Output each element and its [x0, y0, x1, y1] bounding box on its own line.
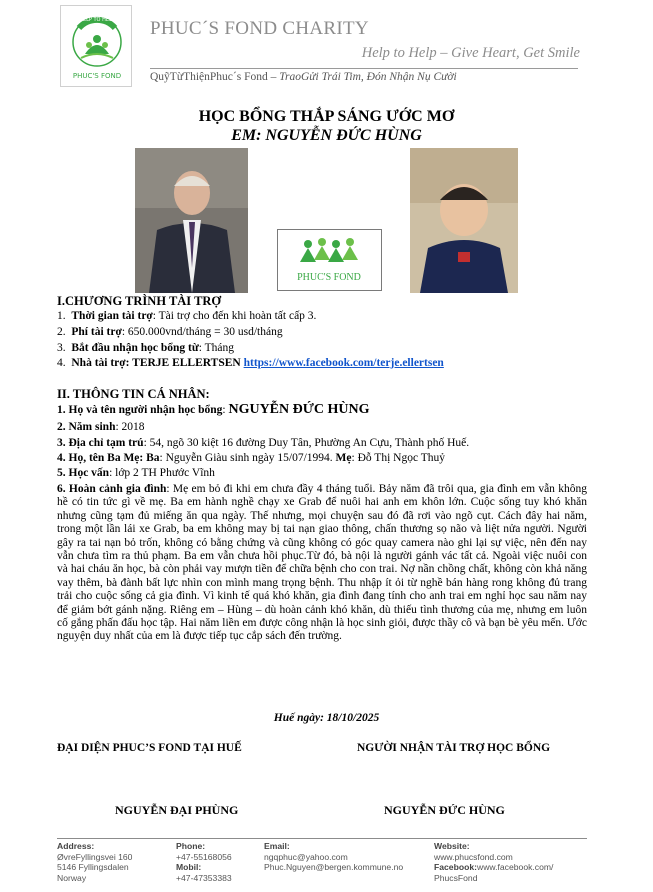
footer-facebook-value[interactable]: www.facebook.com/ [476, 862, 554, 872]
footer-address-line: 5146 Fyllingsdalen [57, 862, 129, 872]
birth-year-row [57, 421, 145, 434]
footer-divider [57, 838, 587, 839]
footer-email-line[interactable]: ngqphuc@yahoo.com [264, 851, 348, 862]
mother-value: : Đỗ Thị Ngọc Thuỷ [351, 452, 445, 464]
section1-item-2 [57, 326, 283, 339]
birth-year-value: : 2018 [115, 421, 145, 433]
footer-address-line: ØvreFyllingsvei 160 [57, 851, 133, 862]
father-value: : Nguyễn Giàu sinh ngày 15/07/1994. [159, 452, 336, 464]
father-label: Ba [143, 452, 160, 464]
document-subtitle: EM: NGUYỄN ĐỨC HÙNG [231, 127, 422, 144]
footer-mobil-label: Mobil: [176, 862, 202, 872]
school-label: 5. Học vấn [57, 467, 110, 479]
footer-website-label: Website: [434, 841, 470, 851]
document-title: HỌC BỔNG THẮP SÁNG ƯỚC MƠ [198, 108, 455, 125]
section1-item-3 [57, 342, 234, 355]
footer-address-line: Norway [57, 872, 87, 883]
org-slogan: Help to Help – Give Heart, Get Smile [361, 45, 580, 61]
representative-name: NGUYỄN ĐẠI PHÙNG [115, 803, 239, 817]
logo-arc-text: HELP TO HELP [79, 17, 115, 23]
story-label: 6. Hoàn cảnh gia đình [57, 483, 167, 495]
parents-label: 4. Họ, tên Ba Mẹ: [57, 452, 144, 464]
sponsor-facebook-link[interactable]: https://www.facebook.com/terje.ellertsen [243, 357, 444, 369]
recipient-role: NGƯỜI NHẬN TÀI TRỢ HỌC BỔNG [357, 742, 551, 754]
center-logo-caption: PHUC'S FOND [297, 272, 361, 283]
birth-year-label: 2. Năm sinh [57, 421, 116, 433]
footer-phone [176, 841, 232, 883]
footer-mobil-value: +47-47353383 [176, 872, 232, 883]
charity-logo-icon [61, 6, 133, 88]
org-subline-motto: TraoGửi Trái Tim, Đón Nhận Nụ Cười [279, 71, 457, 83]
recipient-name: NGUYỄN ĐỨC HÙNG [228, 402, 370, 417]
address-label: 3. Địa chỉ tạm trú [57, 437, 144, 449]
footer-facebook-label: Facebook: [434, 862, 477, 872]
item-value: : Tài trợ cho đến khi hoàn tất cấp 3. [152, 310, 317, 322]
child-portrait-image [410, 148, 518, 293]
footer-website [434, 841, 553, 883]
section1-item-4 [57, 357, 444, 370]
recipient-label: 1. Họ và tên người nhận học bổng [57, 404, 223, 416]
footer-facebook-value-2[interactable]: PhucsFond [434, 872, 478, 883]
mother-label: Mẹ [335, 452, 352, 464]
section1-item-1 [57, 310, 316, 323]
sponsor-label: Nhà tài trợ: [71, 357, 130, 369]
parents-row [57, 452, 445, 465]
item-number: 4. [57, 357, 66, 369]
header-logo [60, 5, 132, 87]
footer-phone-value: +47-55168056 [176, 851, 232, 862]
item-number: 1. [57, 310, 66, 322]
child-photo [410, 148, 518, 293]
item-label: Phí tài trợ [71, 326, 122, 338]
sponsor-portrait-image [135, 148, 248, 293]
item-label: Thời gian tài trợ [71, 310, 153, 322]
recipient-signature-name: NGUYỄN ĐỨC HÙNG [384, 803, 505, 817]
org-subline-name: QuỹTừThiệnPhuc´s Fond – [150, 71, 280, 83]
item-number: 2. [57, 326, 66, 338]
item-label: Bắt đầu nhận học bổng từ [71, 342, 199, 354]
footer-address [57, 841, 132, 883]
org-subline [150, 71, 457, 83]
item-value: : Tháng [198, 342, 235, 354]
school-row [57, 467, 215, 480]
address-value: : 54, ngõ 30 kiệt 16 đường Duy Tân, Phường An Cựu, Thành phố Huế. [143, 437, 470, 449]
footer-website-value[interactable]: www.phucsfond.com [434, 851, 513, 862]
sponsor-name: TERJE ELLERTSEN [129, 357, 244, 369]
story-text: : Mẹ em bỏ đi khi em chưa đầy 4 tháng tuổi. Bảy năm đã trôi qua, gia đình em vẫn không hề có tin tức gì về mẹ. Ba em hành nghề chạy xe Grab để nuôi hai anh em khôn lớn. Cuộc sống tuy khó khăn nhưng cũng tạm đủ miếng ăn qua ngày. Thế nhưng, mọi chuyện sau đó đã rơi vào ngõ cụt. Cách đây hai năm, trong một lần lái xe Grab, ba em không may bị tai nạn giao thông, chấn thương sọ não và liệt nửa người. Người gây ra tai nạn bỏ trốn, không có bằng chứng và cũng không có góc quay camera nào ghi lại sự việc, nên đến nay vẫn chưa tìm ra thủ phạm. Ba em vẫn chưa hồi phục.Từ đó, bà nội là người gánh vác tất cả. Ngoài việc nuôi con và hai cháu ăn học, bà còn phải vay mượn tiền để chữa bệnh cho con trai. Nợ nần chồng chất, không còn khả năng vay thêm, bà đành bất lực nhìn con mình mang trọng bệnh. Thu nhập ít ỏi từ nghề bán hàng rong không đủ trang trải cho cuộc sống cả gia đình. Vì kinh tế quá khó khăn, gia đình đang tính cho anh trai em nghỉ học sau năm nay để giảm bớt gánh nặng. Riêng em – Hùng – dù hoàn cảnh khó khăn, dù thiếu tình thương của mẹ, nhưng em luôn cố gắng phấn đấu học tập. Hai năm liền em được công nhận là học sinh giỏi, được thầy cô và bạn bè yêu mến. Ước nguyện duy nhất của em là được tiếp tục cắp sách đến trường. [57, 483, 587, 643]
footer-address-label: Address: [57, 841, 95, 851]
footer-email-label: Email: [264, 841, 290, 851]
center-logo [277, 229, 382, 291]
footer-email-line[interactable]: Phuc.Nguyen@bergen.kommune.no [264, 862, 404, 872]
item-number: 3. [57, 342, 66, 354]
org-name: PHUC´S FOND CHARITY [150, 18, 369, 39]
family-story [57, 483, 587, 644]
fund-logo-icon [278, 230, 381, 290]
footer-phone-label: Phone: [176, 841, 206, 851]
signature-date: Huế ngày: 18/10/2025 [273, 712, 380, 724]
recipient-row: 1. Họ và tên người nhận học bổng: NGUYỄN ĐỨC HÙNG [57, 402, 370, 417]
logo-caption: PHUC'S FOND [72, 72, 122, 80]
section1-heading: I.CHƯƠNG TRÌNH TÀI TRỢ [57, 294, 222, 308]
footer-email [264, 841, 403, 873]
item-value: : 650.000vnd/tháng = 30 usd/tháng [121, 326, 283, 338]
sponsor-photo [135, 148, 248, 293]
address-row [57, 437, 469, 450]
section2-heading: II. THÔNG TIN CÁ NHÂN: [57, 387, 210, 401]
school-value: : lớp 2 TH Phước Vĩnh [109, 467, 215, 479]
header-divider [150, 68, 578, 69]
representative-role: ĐẠI DIỆN PHUC’S FOND TẠI HUẾ [57, 742, 242, 754]
